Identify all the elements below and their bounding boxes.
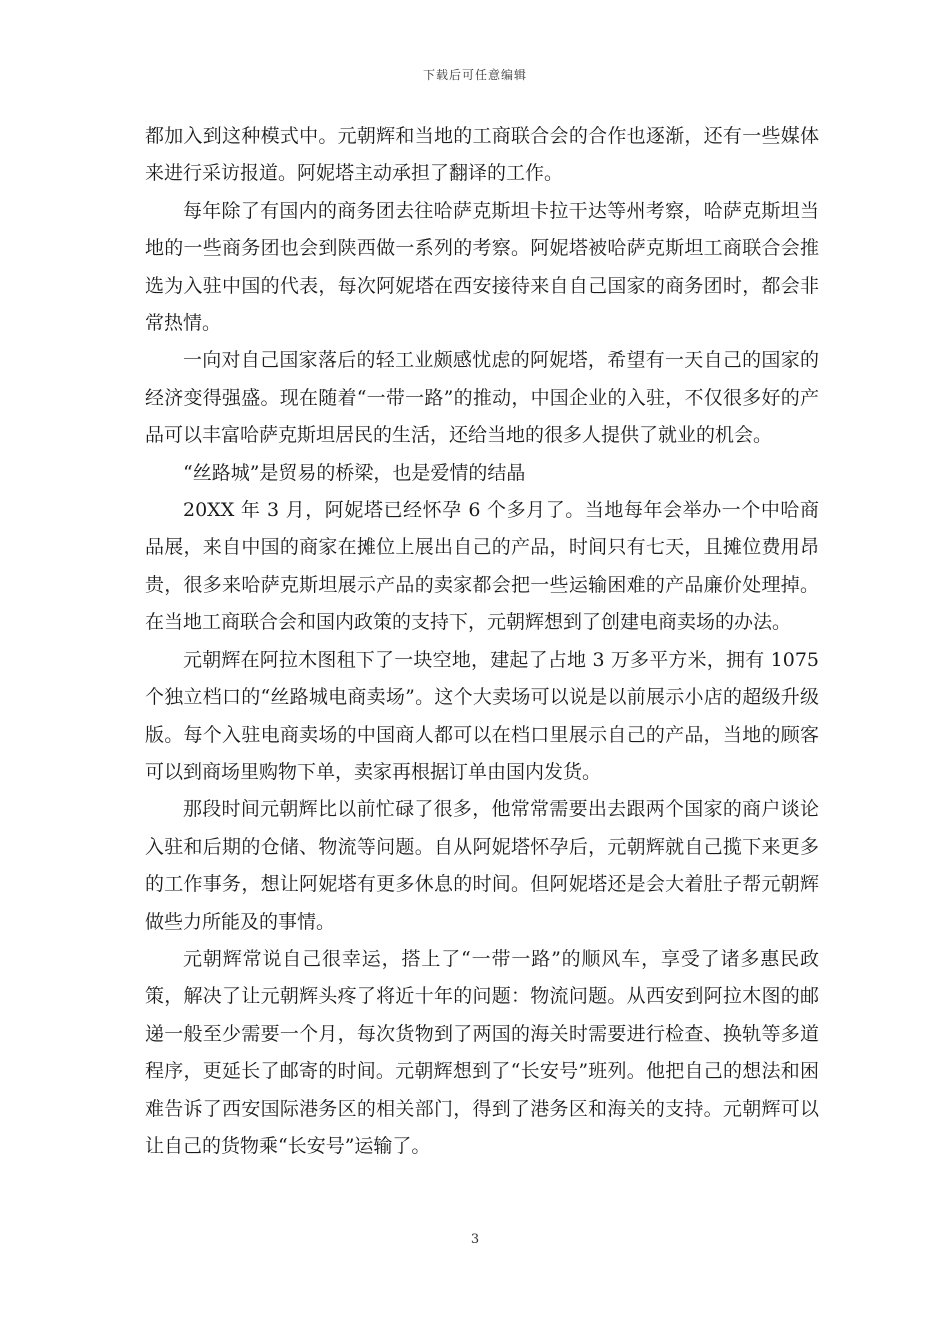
document-body xyxy=(145,118,819,1165)
section-heading: “丝路城”是贸易的桥梁，也是爱情的结晶 xyxy=(183,461,526,484)
paragraph-5: 20XX 年 3 月，阿妮塔已经怀孕 6 个多月了。当地每年会举办一个中哈商品展，来自中国的商家在摊位上展出自己的产品，时间只有七天，且摊位费用昂贵，很多来哈萨克斯坦展示产品的卖家都会把一些运输困难的产品廉价处理掉。在当地工商联合会和国内政策的支持下，元朝辉想到了创建电商卖场的办法。 xyxy=(145,499,819,634)
paragraph-2: 每年除了有国内的商务团去往哈萨克斯坦卡拉干达等州考察，哈萨克斯坦当地的一些商务团也会到陕西做一系列的考察。阿妮塔被哈萨克斯坦工商联合会推选为入驻中国的代表，每次阿妮塔在西安接待来自自己国家的商务团时，都会非常热情。 xyxy=(145,199,819,335)
paragraph-1: 都加入到这种模式中。元朝辉和当地的工商联合会的合作也逐渐，还有一些媒体来进行采访报道。阿妮塔主动承担了翻译的工作。 xyxy=(145,125,819,185)
page-number: 3 xyxy=(470,1232,480,1247)
paragraph-7: 那段时间元朝辉比以前忙碌了很多，他常常需要出去跟两个国家的商户谈论入驻和后期的仓储、物流等问题。自从阿妮塔怀孕后，元朝辉就自己揽下来更多的工作事务，想让阿妮塔有更多休息的时间。但阿妮塔还是会大着肚子帮元朝辉做些力所能及的事情。 xyxy=(145,798,819,933)
paragraph-3: 一向对自己国家落后的轻工业颇感忧虑的阿妮塔，希望有一天自己的国家的经济变得强盛。现在随着“一带一路”的推动，中国企业的入驻，不仅很多好的产品可以丰富哈萨克斯坦居民的生活，还给当地的很多人提供了就业的机会。 xyxy=(145,349,819,447)
paragraph-6: 元朝辉在阿拉木图租下了一块空地，建起了占地 3 万多平方米，拥有 1075 个独立档口的“丝路城电商卖场”。这个大卖场可以说是以前展示小店的超级升级版。每个入驻电商卖场的中国商人都可以在档口里展示自己的产品，当地的顾客可以到商场里购物下单，卖家再根据订单由国内发货。 xyxy=(145,648,819,783)
paragraph-8: 元朝辉常说自己很幸运，搭上了“一带一路”的顺风车，享受了诸多惠民政策，解决了让元朝辉头疼了将近十年的问题：物流问题。从西安到阿拉木图的邮递一般至少需要一个月，每次货物到了两国的海关时需要进行检查、换轨等多道程序，更延长了邮寄的时间。元朝辉想到了“长安号”班列。他把自己的想法和困难告诉了西安国际港务区的相关部门，得到了港务区和海关的支持。元朝辉可以让自己的货物乘“长安号”运输了。 xyxy=(145,947,819,1157)
page-header: 下载后可任意编辑 xyxy=(422,68,527,82)
